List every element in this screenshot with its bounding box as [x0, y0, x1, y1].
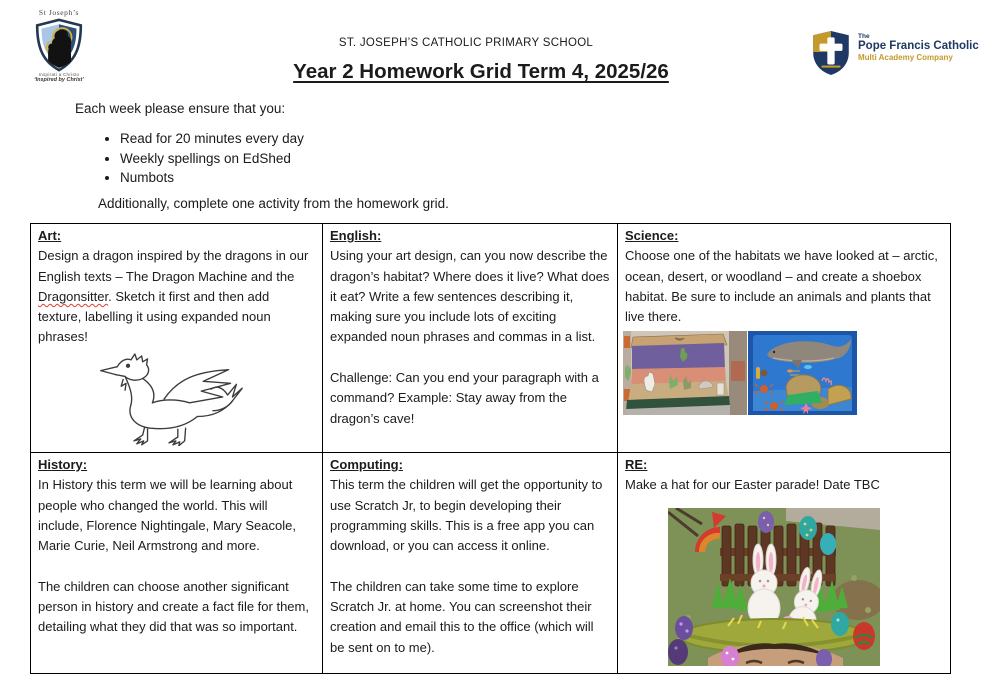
- history-heading: History:: [38, 457, 88, 473]
- history-paragraph2: The children can choose another significant person in history and create a fact file for them, detailing what they did that was so important.: [38, 578, 309, 635]
- misspelled-word: Dragonsitter: [38, 288, 109, 304]
- school-crest-logo: [27, 8, 91, 98]
- list-item: • Weekly spellings on EdShed: [120, 149, 304, 169]
- academy-logo-the: The: [858, 33, 870, 40]
- english-cell: [323, 224, 618, 453]
- academy-shield-icon: [811, 30, 851, 76]
- school-name: ST. JOSEPH’S CATHOLIC PRIMARY SCHOOL: [338, 37, 594, 49]
- academy-logo-name: Pope Francis Catholic: [858, 40, 979, 52]
- computing-heading: Computing:: [330, 457, 403, 473]
- english-paragraph: Using your art design, can you now describe the dragon’s habitat? Where does it live? What does it eat? Write a few sentences describing it, making sure you include lots of exciting expanded noun phrases and commas in a list.: [330, 248, 610, 345]
- ocean-shoebox-photo: [748, 331, 857, 421]
- history-paragraph: In History this term we will be learning about people who changed the world. This will include, Florence Nightingale, Mary Seacole, Marie Curie, Neil Armstrong and more.: [38, 477, 296, 554]
- crest-title: St Joseph’s: [38, 8, 80, 17]
- science-heading: Science:: [625, 228, 679, 243]
- list-item: • Numbots: [120, 168, 304, 188]
- history-cell: [31, 453, 323, 674]
- intro-additional: Additionally, complete one activity from the homework grid.: [98, 196, 449, 211]
- computing-cell: [323, 453, 618, 674]
- re-body: Make a hat for our Easter parade! Date TBC: [625, 477, 880, 493]
- weekly-task-list: [103, 129, 304, 188]
- crest-motto-latin: Inspirati a Christo: [38, 72, 80, 77]
- easter-hat-photo: [668, 508, 943, 672]
- list-item: • Read for 20 minutes every day: [120, 129, 304, 149]
- art-cell: [31, 224, 323, 453]
- re-cell: [618, 453, 951, 674]
- science-body: Choose one of the habitats we have looked at – arctic, ocean, desert, or woodland – and create a shoebox habitat. Be sure to include an animals and plants that live there.: [625, 248, 938, 325]
- english-challenge: Challenge: Can you end your paragraph with a command? Example: Stay away from the dragon’s cave!: [330, 370, 599, 426]
- dragon-sketch-image: [88, 346, 315, 452]
- art-heading: Art:: [38, 228, 62, 243]
- desert-shoebox-photo: [623, 331, 747, 421]
- academy-logo: [811, 30, 979, 76]
- computing-paragraph2: The children can take some time to explore Scratch Jr. at home. You can screenshot their creation and email this to the office (which will be sent on to me).: [330, 578, 594, 655]
- homework-grid-table: [30, 223, 951, 674]
- english-heading: English:: [330, 228, 382, 243]
- re-heading: RE:: [625, 457, 648, 473]
- art-body: Design a dragon inspired by the dragons in our English texts – The Dragon Machine and the Dragonsitter. Sketch it first and then add texture, labelling it using expanded noun phrases!: [38, 248, 309, 345]
- crest-motto-english: ‘Inspired by Christ’: [34, 77, 84, 83]
- computing-paragraph: This term the children will get the opportunity to use Scratch Jr, to begin developing their programming skills. This is a free app you can download, or you can access it online.: [330, 477, 603, 554]
- intro-lead: Each week please ensure that you:: [75, 101, 286, 116]
- page-title: Year 2 Homework Grid Term 4, 2025/26: [293, 60, 669, 83]
- academy-logo-subtitle: Multi Academy Company: [858, 53, 953, 62]
- science-cell: [618, 224, 951, 453]
